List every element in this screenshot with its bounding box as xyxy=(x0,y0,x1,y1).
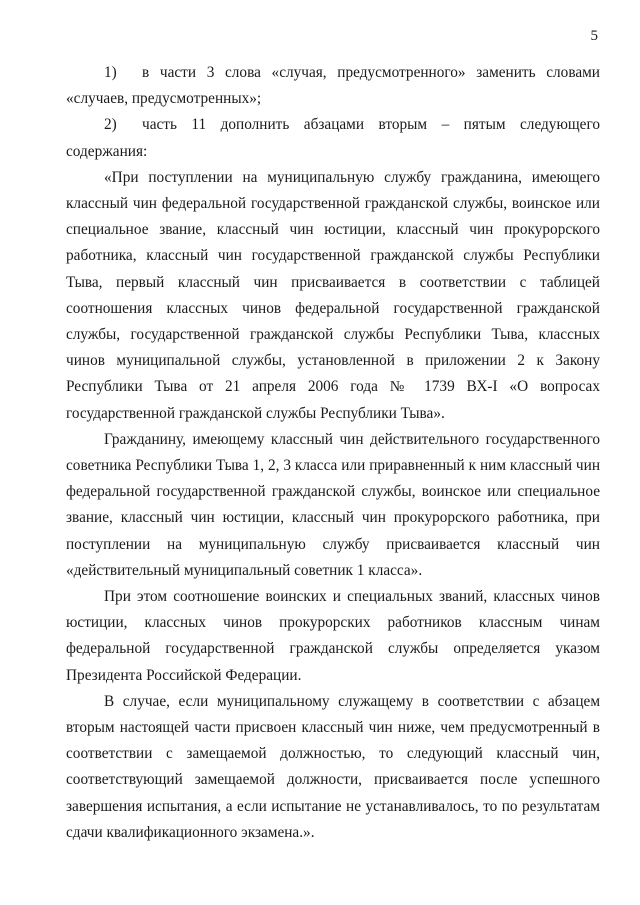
list-item-2 xyxy=(66,112,600,164)
paragraph-4: В случае, если муниципальному служащему в соответствии с абзацем вторым настоящей части присвоен классный чин ниже, чем предусмотренный в соответствии с замещаемой должностью, то следующий классный чин, соответствующий замещаемой должности, присваивается после успешного завершения испытания, а если испытание не устанавливалось, то по результатам сдачи квалификационного экзамена.». xyxy=(66,692,600,841)
list-item-text: в части 3 слова «случая, предусмотренного» заменить словами «случаев, предусмотренных»; xyxy=(66,64,600,108)
list-item-number: 1) xyxy=(104,64,117,81)
document-body xyxy=(66,60,600,846)
paragraph-2: Гражданину, имеющему классный чин действительного государственного советника Республики Тыва 1, 2, 3 класса или приравненный к ним классный чин федеральной государственной гражданской службы, воинское или специальное звание, классный чин юстиции, классный чин прокурорского работника, при поступлении на муниципальную службу присваивается классный чин «действительный муниципальный советник 1 класса». xyxy=(66,430,600,579)
list-item-1 xyxy=(66,60,600,112)
paragraph-3: При этом соотношение воинских и специальных званий, классных чинов юстиции, классных чинов прокурорских работников классным чинам федеральной государственной гражданской службы определяется указом Президента Российской Федерации. xyxy=(66,588,600,684)
page-number: 5 xyxy=(590,28,598,44)
list-item-number: 2) xyxy=(104,116,117,134)
paragraph-1: «При поступлении на муниципальную службу гражданина, имеющего классный чин федеральной государственной гражданской службы, воинское или специальное звание, классный чин юстиции, классный чин прокурорского работника, классный чин государственной гражданской службы Республики Тыва, первый классный чин присваивается в соответствии с таблицей соотношения классных чинов федеральной государственной гражданской службы, государственной гражданской службы Республики Тыва, классных чинов муниципальной службы, установленной в приложении 2 к Закону Республики Тыва от 21 апреля 2006 года № 1739 ВХ-I «О вопросах государственной гражданской службы Республики Тыва». xyxy=(66,168,600,422)
list-item-text: часть 11 дополнить абзацами вторым – пятым следующего содержания: xyxy=(66,116,600,160)
